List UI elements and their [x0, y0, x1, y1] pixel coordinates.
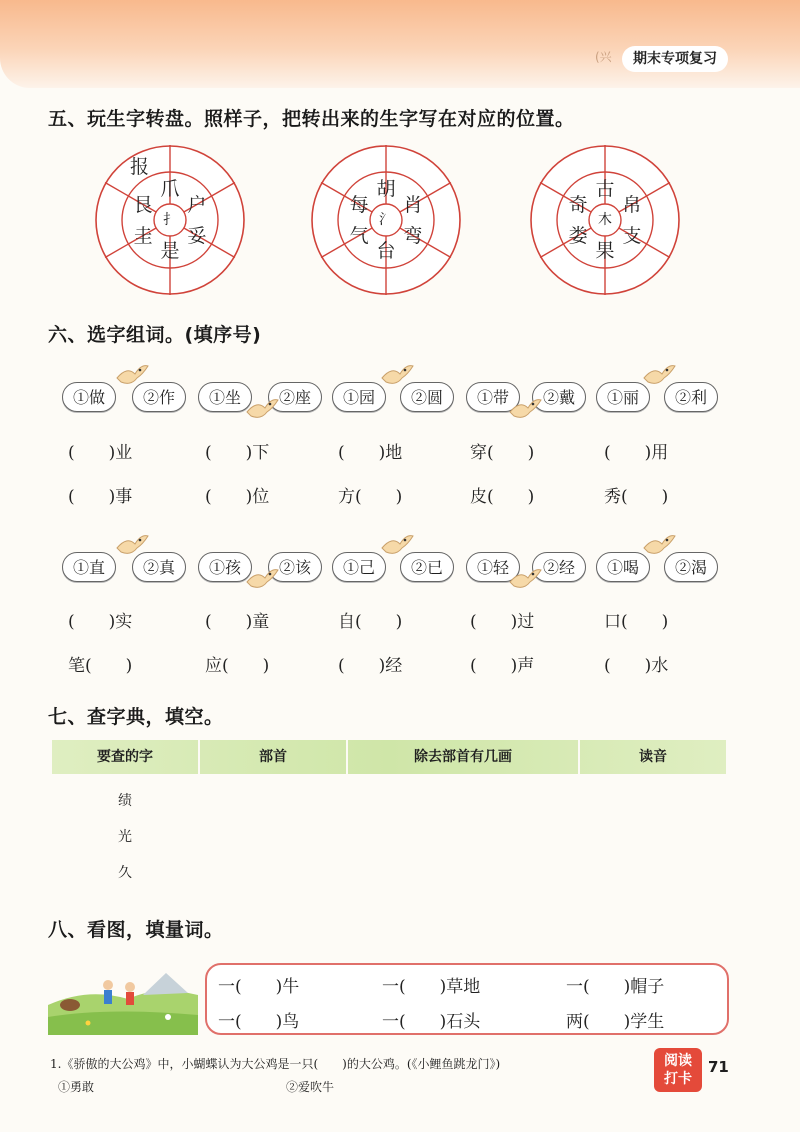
wheel-component: 圭: [133, 224, 153, 247]
section6-title: 六、选字组词。(填序号): [48, 324, 262, 346]
character-option-chip: ①园: [332, 382, 386, 412]
bird-decoration: [115, 362, 149, 392]
dictionary-table-header: [52, 740, 726, 774]
wheel-component: 肖: [403, 193, 423, 216]
page-number: 71: [708, 1058, 729, 1076]
reading-checkin-badge: [654, 1048, 702, 1092]
wheel-component: 气: [349, 224, 369, 247]
character-option-chip: ②座: [268, 382, 322, 412]
section7-title: 七、查字典，填空。: [48, 706, 224, 728]
header-tag-prefix: (兴: [595, 50, 612, 64]
bird-decoration: [642, 362, 676, 392]
wheel-component: 古: [595, 178, 615, 200]
wheel-component: 胡: [376, 178, 396, 200]
wheel-radical: 扌: [163, 212, 177, 228]
col-radical: 部首: [200, 740, 348, 774]
word-blank[interactable]: ( )业: [68, 443, 133, 463]
character-option-chip: ②该: [268, 552, 322, 582]
character-wheel: [530, 145, 680, 295]
word-blank[interactable]: ( )水: [604, 656, 669, 676]
word-blank[interactable]: ( )过: [470, 612, 535, 632]
character-option-chip: ②真: [132, 552, 186, 582]
badge-line1: 阅读: [664, 1053, 692, 1069]
character-option-chip: ②已: [400, 552, 454, 582]
bird-decoration: [380, 362, 414, 392]
wheel-component: 爪: [160, 178, 180, 200]
word-blank[interactable]: 自( ): [338, 612, 403, 632]
header-band: [0, 0, 800, 88]
measure-word-blank[interactable]: 一( )鸟: [218, 1012, 300, 1032]
character-option-chip: ②戴: [532, 382, 586, 412]
option-2: ②爱吹牛: [286, 1080, 335, 1094]
word-blank[interactable]: ( )童: [205, 612, 270, 632]
section5-title: 五、玩生字转盘。照样子，把转出来的生字写在对应的位置。: [48, 108, 575, 130]
bird-decoration: [642, 532, 676, 562]
wheel-component: 户: [187, 193, 207, 216]
bird-decoration: [245, 396, 279, 426]
word-blank[interactable]: 口( ): [604, 612, 669, 632]
dict-word: 久: [118, 865, 132, 881]
word-blank[interactable]: ( )声: [470, 656, 535, 676]
measure-word-blank[interactable]: 一( )牛: [218, 977, 300, 997]
wheel-component: 弯: [403, 224, 423, 247]
wheel-radical: 木: [598, 212, 612, 228]
measure-word-blank[interactable]: 一( )石头: [382, 1012, 481, 1032]
character-option-chip: ①己: [332, 552, 386, 582]
wheel-component: 台: [376, 240, 396, 262]
character-option-chip: ①做: [62, 382, 116, 412]
wheel-radical: 氵: [379, 212, 393, 228]
wheel-component: 支: [622, 224, 642, 247]
wheel-component: 果: [595, 240, 615, 262]
word-blank[interactable]: 方( ): [338, 487, 403, 507]
character-option-chip: ①带: [466, 382, 520, 412]
character-option-chip: ②作: [132, 382, 186, 412]
wheel-component: 艮: [133, 193, 153, 216]
character-option-chip: ②利: [664, 382, 718, 412]
wheel-component: 每: [349, 193, 369, 216]
bird-decoration: [508, 566, 542, 596]
measure-word-blank[interactable]: 两( )学生: [566, 1012, 665, 1032]
bird-decoration: [115, 532, 149, 562]
word-blank[interactable]: ( )经: [338, 656, 403, 676]
wheel-component: 帛: [622, 193, 642, 216]
word-blank[interactable]: ( )下: [205, 443, 270, 463]
reading-question: 1.《骄傲的大公鸡》中，小蝴蝶认为大公鸡是一只( )的大公鸡。(《小鲤鱼跳龙门》): [50, 1057, 501, 1071]
bird-decoration: [380, 532, 414, 562]
badge-line2: 打卡: [664, 1071, 692, 1087]
character-option-chip: ①孩: [198, 552, 252, 582]
character-option-chip: ②经: [532, 552, 586, 582]
wheel-component: 奇: [568, 193, 588, 216]
word-blank[interactable]: ( )事: [68, 487, 133, 507]
word-blank[interactable]: 穿( ): [470, 443, 535, 463]
character-option-chip: ①坐: [198, 382, 252, 412]
wheel-component: 娄: [568, 224, 588, 247]
measure-word-blank[interactable]: 一( )草地: [382, 977, 481, 997]
word-blank[interactable]: 笔( ): [68, 656, 133, 676]
meadow-illustration: [48, 965, 198, 1035]
section-tag: 期末专项复习: [622, 46, 728, 72]
character-wheel: [95, 145, 245, 295]
wheel-component: 是: [160, 240, 180, 262]
word-blank[interactable]: ( )位: [205, 487, 270, 507]
character-option-chip: ①丽: [596, 382, 650, 412]
word-blank[interactable]: 皮( ): [470, 487, 535, 507]
word-blank[interactable]: ( )地: [338, 443, 403, 463]
bird-decoration: [508, 396, 542, 426]
word-blank[interactable]: 应( ): [205, 656, 270, 676]
wheel-example-answer: 报: [129, 156, 149, 179]
col-pinyin: 读音: [639, 749, 667, 765]
wheel-component: 妥: [187, 224, 207, 247]
section8-title: 八、看图，填量词。: [48, 919, 224, 941]
dict-word: 绩: [118, 793, 132, 809]
word-blank[interactable]: ( )用: [604, 443, 669, 463]
character-wheel: [311, 145, 461, 295]
measure-word-blank[interactable]: 一( )帽子: [566, 977, 665, 997]
character-option-chip: ①直: [62, 552, 116, 582]
character-option-chip: ②圆: [400, 382, 454, 412]
dict-word: 光: [118, 829, 132, 845]
word-blank[interactable]: ( )实: [68, 612, 133, 632]
character-option-chip: ①轻: [466, 552, 520, 582]
bird-decoration: [245, 566, 279, 596]
character-option-chip: ②渴: [664, 552, 718, 582]
word-blank[interactable]: 秀( ): [604, 487, 669, 507]
col-character: 要查的字: [52, 740, 200, 774]
col-strokes: 除去部首有几画: [348, 740, 580, 774]
character-option-chip: ①喝: [596, 552, 650, 582]
option-1: ①勇敢: [58, 1080, 95, 1094]
